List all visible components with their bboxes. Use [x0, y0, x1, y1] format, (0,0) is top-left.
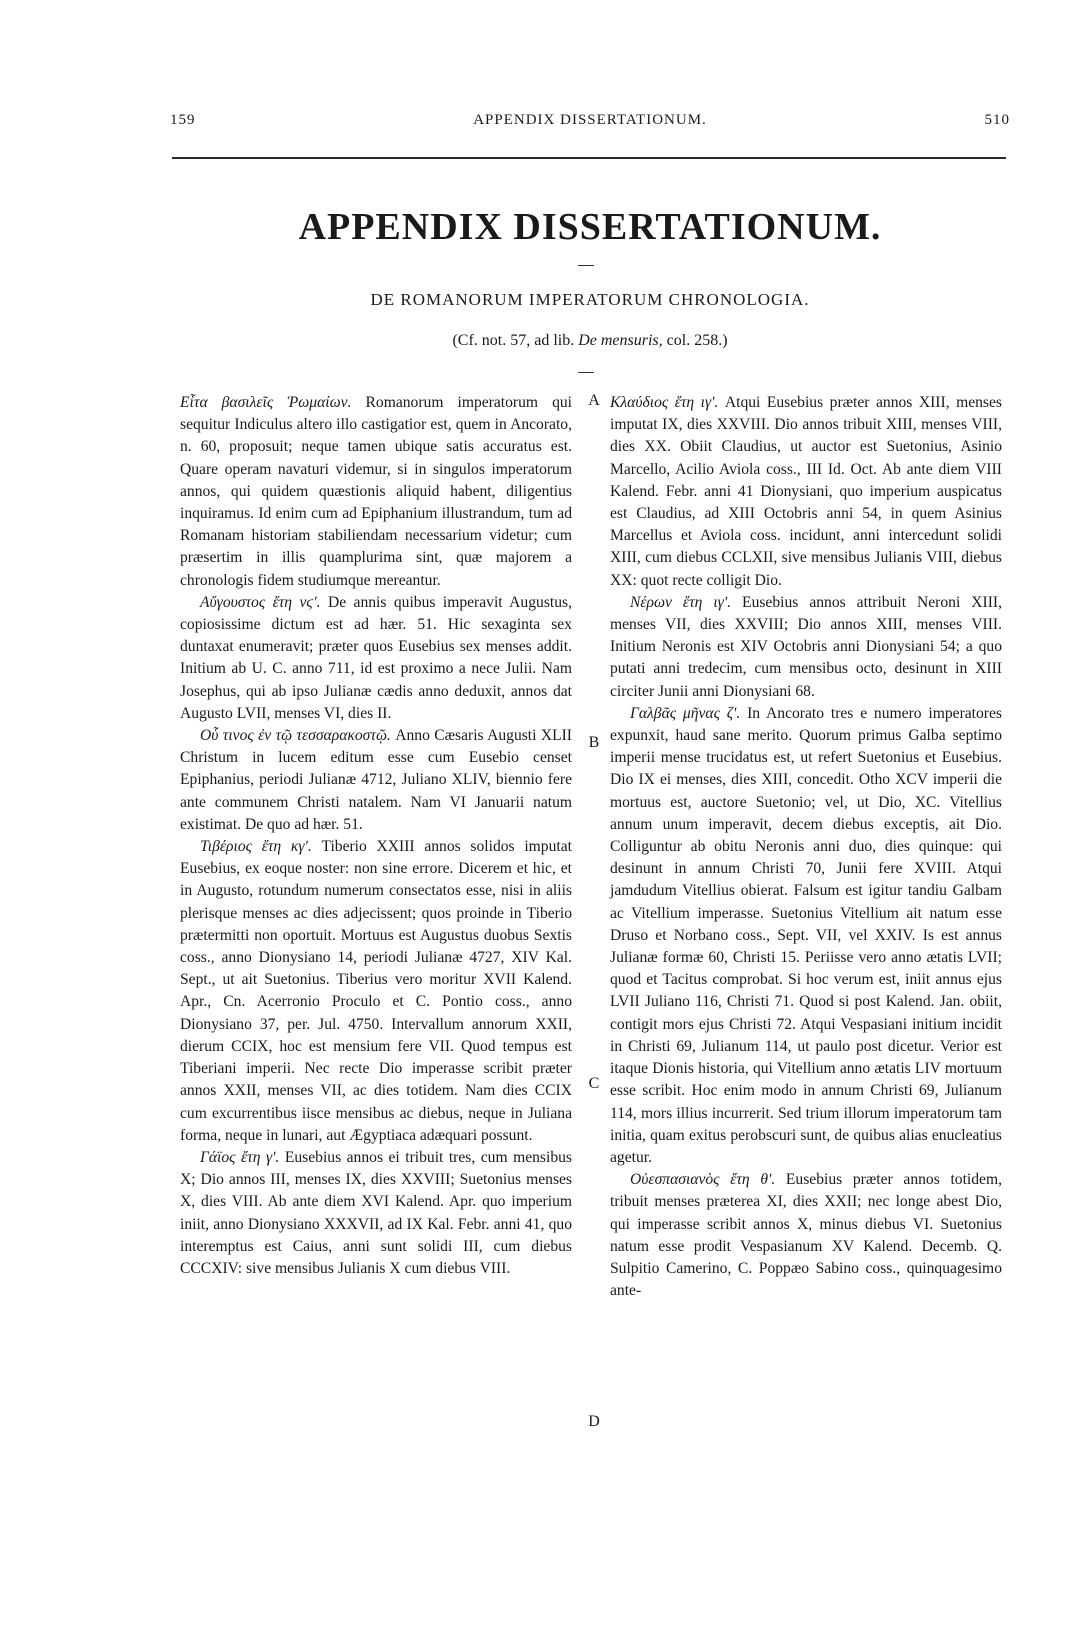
paragraph — [180, 1147, 572, 1280]
paragraph — [610, 703, 1002, 1169]
page-title: APPENDIX DISSERTATIONUM. — [298, 206, 882, 248]
paragraph — [610, 1169, 1002, 1302]
paragraph-text: Atqui Eusebius præter annos XIII, menses imputat IX, dies XXVIII. Dio annos tribuit XIII, menses VIII, dies XX. Obiit Claudius, ut auctor est Suetonius, Asinio Marcello, Acilio Aviola coss., III Id. Oct. Ab ante diem VIII Kalend. Febr. anni 41 Dionysiani, quo imperium auspicatus est Claudius, ad XIII Octobris anni 54, in quem Asinius Marcellus et Aviola coss. incidunt, anni intercedunt solidi XIII, cum diebus CCLXII, sive mensibus Julianis VIII, diebus XX: quot recte colligit Dio. — [610, 394, 1002, 589]
paragraph — [610, 392, 1002, 592]
right-column — [610, 392, 1002, 1302]
margin-letter-c: C — [588, 1075, 600, 1092]
greek-heading: Κλαύδιος ἔτη ιγʹ. — [610, 394, 719, 411]
cross-reference-note — [170, 332, 1010, 350]
page-number-right: 510 — [984, 112, 1010, 128]
paragraph-text: Romanorum imperatorum qui sequitur Indiculus altero illo castigatior est, quem in Ancorato, n. 60, proposuit; neque tamen ubique satis accuratus est. Quare operam navaturi videmur, si in singulos imperatorum annos, qui quidem quæstionis aliquid habent, diligentius inquiramus. Id enim cum ad Epiphanium illustrandum, tum ad Romanam historiam stabiliendam necessarium videtur; cum præsertim in illis quamplurima sint, quæ majorem a chronologis fidem studiumque mereantur. — [180, 394, 573, 589]
paragraph-text: Eusebius præter annos totidem, tribuit menses præterea XI, dies XXII; nec longe abest Dio, qui imperasse scribit annos X, minus diebus VI. Suetonius natum esse prodit Vespasianum XV Kalend. Decemb. Q. Sulpitio Camerino, C. Poppæo Sabino coss., quinquagesimo ante- — [610, 1171, 1002, 1300]
paragraph-text: De annis quibus imperavit Augustus, copiosissime dictum est ad hær. 51. Hic sexaginta sex duntaxat enumeravit; præter quos Eusebius sex menses addit. Initium ab U. C. anno 711, id est proximo a nece Julii. Nam Josephus, qui ab ipso Julianæ cædis anno deduxit, annos dat Augusto LVII, menses VI, dies II. — [180, 593, 572, 722]
paragraph — [180, 392, 572, 592]
greek-heading: Τιβέριος ἔτη κγʹ. — [200, 838, 312, 856]
greek-heading: Νέρων ἔτη ιγʹ. — [630, 593, 732, 611]
margin-letter-b: B — [588, 734, 600, 751]
cf-italic: De mensuris, — [578, 332, 663, 349]
left-column — [180, 392, 572, 1280]
paragraph — [180, 592, 572, 725]
page-number-left: 159 — [170, 112, 196, 128]
paragraph — [610, 592, 1002, 703]
greek-heading: Οὗ τινος ἐν τῷ τεσσαρακοστῷ. — [200, 727, 391, 745]
greek-heading: Γάϊος ἔτη γʹ. — [200, 1148, 280, 1166]
cf-tail: col. 258.) — [666, 332, 728, 349]
header-rule — [172, 157, 1006, 159]
paragraph-text: Eusebius annos ei tribuit tres, cum mensibus X; Dio annos III, menses IX, dies XXVIII; Suetonius menses X, dies VIII. Ab ante diem XVI Kalend. Apr. quo imperium iniit, anno Dionysiano XXXVII, ad IX Kal. Febr. anni 41, quo interemptus est Caius, anni sunt solidi III, cum diebus CCCXIV: sive mensibus Julianis X cum diebus VIII. — [180, 1148, 572, 1277]
margin-letter-d: D — [588, 1413, 600, 1430]
title-divider — [578, 265, 594, 266]
page-subtitle: DE ROMANORUM IMPERATORUM CHRONOLOGIA. — [370, 290, 810, 309]
paragraph — [180, 836, 572, 1147]
margin-letter-a: A — [588, 392, 600, 409]
greek-heading: Εἶτα βασιλεῖς Ῥωμαίων. — [180, 394, 352, 411]
paragraph-text: Eusebius annos attribuit Neroni XIII, menses VII, dies XXVIII; Dio annos XIII, menses VIII. Initium Neronis est XIV Octobris anni Dionysiani 54; a quo putati anni tredecim, cum mensibus octo, desinunt in XIII circiter Junii anni Dionysiani 68. — [610, 593, 1003, 700]
greek-heading: Οὐεσπασιανὸς ἔτη θʹ. — [630, 1171, 776, 1189]
running-title: APPENDIX DISSERTATIONUM. — [473, 112, 707, 128]
note-divider — [578, 372, 594, 373]
greek-heading: Γαλβᾶς μῆνας ζʹ. — [630, 704, 741, 722]
running-head — [170, 112, 1010, 134]
greek-heading: Αὔγουστος ἔτη νϛʹ. — [200, 593, 321, 611]
paragraph — [180, 725, 572, 836]
paragraph-text: Anno Cæsaris Augusti XLII Christum in lucem editum esse cum Eusebio censet Epiphanius, periodi Julianæ 4712, Juliano XLIV, biennio fere ante communem Christi natalem. Nam VI Januarii natum existimat. De quo ad hær. 51. — [180, 727, 572, 833]
cf-text: (Cf. not. 57, ad lib. — [452, 332, 575, 349]
paragraph-text: In Ancorato tres e numero imperatores expunxit, haud sane merito. Quorum primus Galba septimo imperii mense trucidatus est, ut refert Suetonius et Eusebius. Dio IX ei menses, dies XIII, concedit. Otho XCV imperii die mortuus est, auctore Suetonio; vel, ut Dio, XC. Vitellius annum unum imperavit, decem diebus exceptis, ait Dio. Colliguntur ab obitu Neronis anni duo, dies quinque: qui desinunt in annum Christi 70, Junii fere XVIII. Atqui jamdudum Vitellius obierat. Falsum est igitur tandiu Galbam ac Vitellium imperasse. Suetonius Vitellium ait natum esse Druso et Norbano coss., Sept. VII, vel XXIV. Is est annus Julianæ formæ 60, Christi 15. Periisse vero anno ætatis LVII; quod et Tacitus comprobat. Si hoc verum est, iniit annus ejus LVII Juliano 116, Christi 71. Quod si post Kalend. Jan. obiit, contigit mors ejus Christi 72. Atqui Vespasiani initium incidit in Christi 69, Julianum 114, ut paulo post dicetur. Verior est itaque Dionis historia, qui Vitellium anno ætatis LIV mortuum esse scribit. Hoc enim modo in annum Christi 69, Julianum 114, mors illius incurrerit. Sed trium illorum imperatorum tam initia, quam exitus perobscuri sunt, de quibus alias enucleatius agetur. — [610, 704, 1002, 1166]
paragraph-text: Tiberio XXIII annos solidos imputat Eusebius, ex eoque noster: non sine errore. Dicerem et hic, et in Augusto, rotundum numerum consectatos esse, nisi in aliis plerisque menses ac dies adjecissent; quos proinde in Tiberio prætermitti non oportuit. Mortuus est Augustus duobus Sextis coss., anno Dionysiano 14, periodi Julianæ 4727, XIV Kal. Sept., ut ait Suetonius. Tiberius vero moritur XVII Kalend. Apr., Cn. Acerronio Proculo et C. Pontio coss., anno Dionysiano 37, per. Jul. 4750. Intervallum annorum XXII, dierum CCIX, hoc est mensium fere VII. Quod tempus est Tiberiani imperii. Nec recte Dio imperasse scribit præter annos XXII, menses VII, ac dies totidem. Nam dies CCIX cum excurrentibus iisce mensibus ac diebus, neque in Juliana forma, neque in lunari, aut Ægyptiaca adæquari possunt. — [180, 838, 572, 1144]
